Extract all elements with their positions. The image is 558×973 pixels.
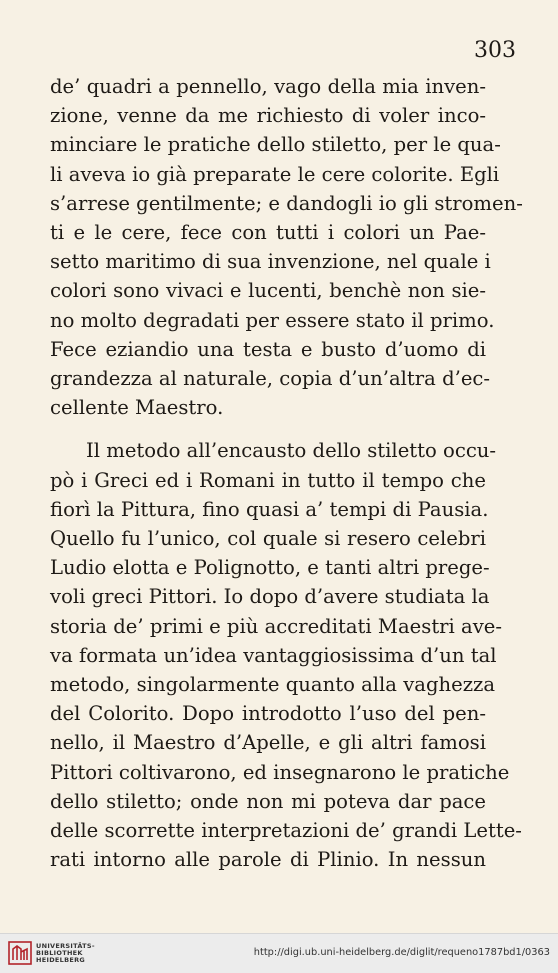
text-line: s’arrese gentilmente; e dandogli io gli stromen- xyxy=(50,191,523,215)
text-line: delle scorrette interpretazioni de’ grandi Lette- xyxy=(50,819,522,843)
viewer-footer xyxy=(0,933,558,973)
text-line: nello, il Maestro d’Apelle, e gli altri famosi xyxy=(50,731,486,755)
heidelberg-library-logo-icon[interactable] xyxy=(8,941,32,965)
body-text xyxy=(50,72,523,874)
text-line: grandezza al naturale, copia d’un’altra d’ec- xyxy=(50,367,491,391)
text-line: rati intorno alle parole di Plinio. In nessun xyxy=(50,848,486,872)
text-line: pò i Greci ed i Romani in tutto il tempo che xyxy=(50,468,486,492)
page-number: 303 xyxy=(474,38,516,63)
text-line: Fece eziandio una testa e busto d’uomo di xyxy=(50,337,486,361)
text-line: del Colorito. Dopo introdotto l’uso del pen- xyxy=(50,702,486,726)
library-name-line: UNIVERSITÄTS- xyxy=(36,942,95,950)
library-name-line: HEIDELBERG xyxy=(36,956,86,964)
text-line: dello stiletto; onde non mi poteva dar pace xyxy=(50,789,486,813)
text-line: cellente Maestro. xyxy=(50,396,224,420)
text-line: metodo, singolarmente quanto alla vaghezza xyxy=(50,673,496,697)
paragraph xyxy=(50,436,522,874)
text-line: no molto degradati per essere stato il primo. xyxy=(50,308,495,332)
text-line: li aveva io già preparate le cere colorite. Egli xyxy=(50,162,500,186)
library-name xyxy=(36,943,95,964)
paragraph xyxy=(50,72,523,422)
text-line: ti e le cere, fece con tutti i colori un Pae- xyxy=(50,221,486,245)
text-line: Ludio elotta e Polignotto, e tanti altri prege- xyxy=(50,556,490,580)
text-line: Pittori coltivarono, ed insegnarono le pratiche xyxy=(50,760,510,784)
text-line: Il metodo all’encausto dello stiletto occu- xyxy=(86,439,497,463)
permalink-url[interactable]: http://digi.ub.uni-heidelberg.de/diglit/requeno1787bd1/0363 xyxy=(253,947,550,958)
text-line: colori sono vivaci e lucenti, benchè non sie- xyxy=(50,279,486,303)
text-line: setto maritimo di sua invenzione, nel quale i xyxy=(50,250,491,274)
text-line: storia de’ primi e più accreditati Maestri ave- xyxy=(50,614,503,638)
text-line: Quello fu l’unico, col quale si resero celebri xyxy=(50,527,486,551)
text-line: de’ quadri a pennello, vago della mia inven- xyxy=(50,75,486,98)
library-name-line: BIBLIOTHEK xyxy=(36,949,83,957)
text-line: va formata un’idea vantaggiosissima d’un tal xyxy=(50,643,497,667)
text-line: voli greci Pittori. Io dopo d’avere studiata la xyxy=(50,585,490,609)
text-line: fiorì la Pittura, fino quasi a’ tempi di Pausia. xyxy=(50,497,489,521)
text-line: zione, venne da me richiesto di voler inco- xyxy=(50,104,486,128)
text-line: minciare le pratiche dello stiletto, per le qua- xyxy=(50,133,501,157)
